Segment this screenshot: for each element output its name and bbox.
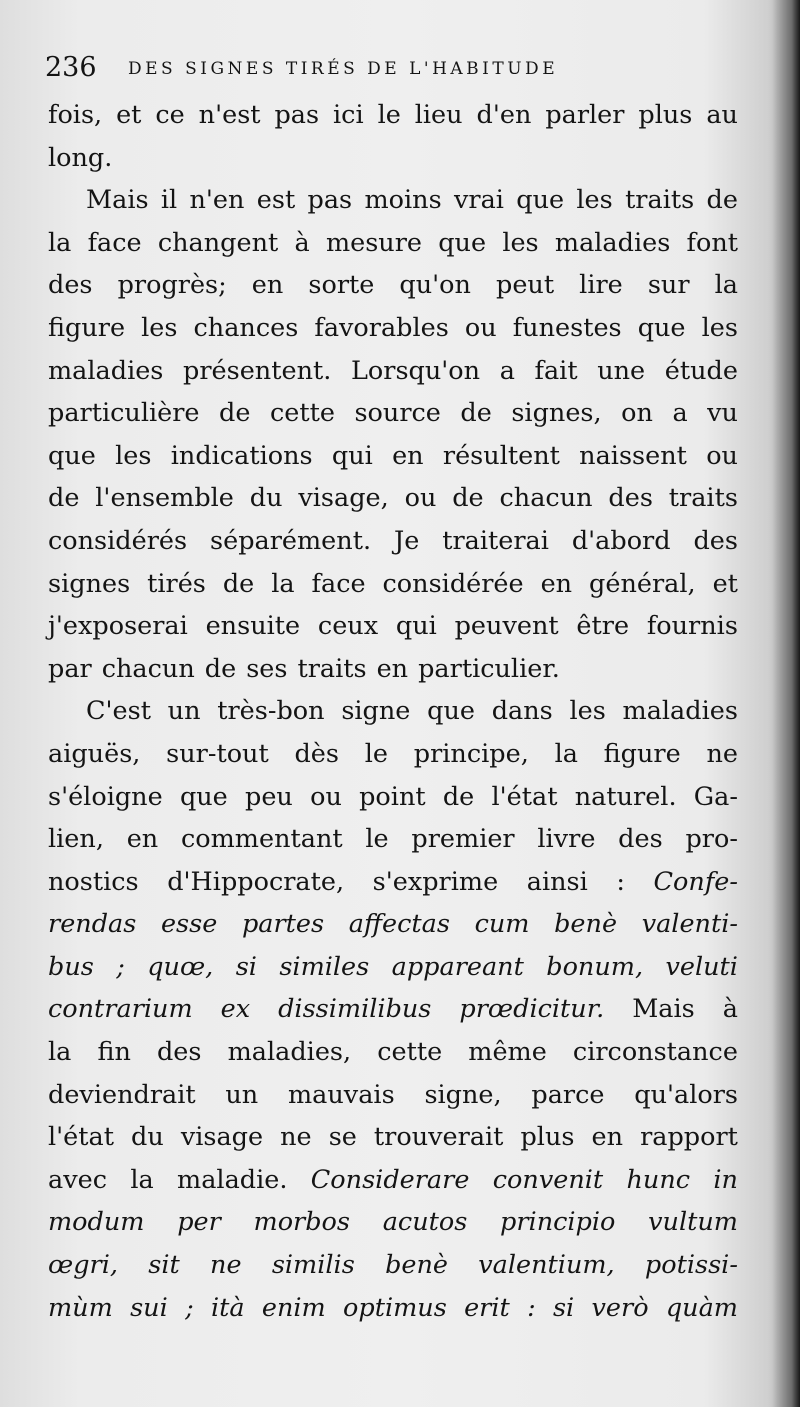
word: appareant xyxy=(391,951,524,982)
word: en xyxy=(540,568,573,599)
page-edge-shadow xyxy=(772,0,800,1407)
word: font xyxy=(686,227,738,258)
word: n'est xyxy=(198,100,261,130)
word: des xyxy=(618,824,663,855)
word: la xyxy=(554,738,578,769)
running-head xyxy=(45,50,725,86)
word: qui xyxy=(395,611,437,642)
word: même xyxy=(468,1037,547,1068)
word: plus xyxy=(520,1122,575,1153)
word: par xyxy=(48,653,92,684)
text-line xyxy=(48,1159,738,1202)
word: les xyxy=(141,312,178,343)
word: principio xyxy=(500,1207,616,1238)
word: au xyxy=(706,100,738,130)
word: que xyxy=(637,312,686,343)
word: de xyxy=(48,483,80,514)
word: quœ, xyxy=(147,951,214,982)
word: progrès; xyxy=(117,270,227,301)
text-line xyxy=(48,94,738,137)
word: de xyxy=(442,781,475,812)
word: dès xyxy=(294,738,339,769)
word: principe, xyxy=(413,738,529,769)
word: on xyxy=(621,398,653,429)
word: chacun xyxy=(101,653,195,684)
word: vultum xyxy=(648,1207,738,1238)
word: trouverait xyxy=(373,1122,504,1153)
text-line xyxy=(48,1287,738,1330)
word: peut xyxy=(496,270,555,301)
word: une xyxy=(597,355,646,386)
word: signes, xyxy=(511,398,602,429)
word: funestes xyxy=(512,312,622,343)
word: ou xyxy=(404,483,437,514)
word: figure xyxy=(48,312,126,343)
word: de xyxy=(706,185,738,216)
word: a xyxy=(499,355,515,386)
word: ainsi xyxy=(526,866,588,897)
word: mùm xyxy=(48,1292,113,1323)
word: les xyxy=(115,440,152,471)
word: ; xyxy=(116,951,125,982)
word: parler xyxy=(545,100,625,130)
word: partes xyxy=(241,909,325,940)
word: si xyxy=(552,1292,575,1323)
text-line xyxy=(48,605,738,648)
word: vrai xyxy=(453,185,504,216)
word: signes xyxy=(48,568,131,599)
word: particulière xyxy=(48,398,200,429)
word: fin xyxy=(97,1037,131,1068)
word: quàm xyxy=(665,1292,738,1323)
text-line xyxy=(48,179,738,222)
word: que xyxy=(438,227,487,258)
text-line xyxy=(48,903,738,946)
word: ses xyxy=(246,653,288,684)
word: peu xyxy=(245,781,293,812)
word: cette xyxy=(377,1037,443,1068)
word: enim xyxy=(261,1292,326,1323)
word: du xyxy=(131,1122,164,1153)
word: j'exposerai xyxy=(48,611,188,642)
word: le xyxy=(377,100,401,130)
word: sui xyxy=(130,1292,168,1323)
word: fois, xyxy=(48,100,103,130)
word: figure xyxy=(603,738,681,769)
word: que xyxy=(516,185,565,216)
word: esse xyxy=(160,909,218,940)
word: rapport xyxy=(640,1122,738,1153)
running-title: DES SIGNES TIRÉS DE L'HABITUDE xyxy=(128,59,559,79)
word: cum xyxy=(474,909,530,940)
word: que xyxy=(427,696,475,727)
word: ex xyxy=(220,994,251,1025)
word: l'état xyxy=(491,781,558,812)
word: pas xyxy=(274,100,320,130)
word: benè xyxy=(554,909,618,940)
word: ici xyxy=(333,100,364,130)
word: vu xyxy=(707,398,738,429)
word: et xyxy=(712,568,738,599)
word: modum xyxy=(48,1207,145,1238)
word: maladies xyxy=(622,696,738,727)
word: indications xyxy=(170,440,313,471)
word: ceux xyxy=(317,611,379,642)
word: : xyxy=(527,1292,536,1323)
word: signe xyxy=(341,696,411,727)
word: valentium, xyxy=(478,1250,615,1281)
word: plus xyxy=(638,100,693,130)
word: la xyxy=(130,1164,154,1195)
word: pas xyxy=(307,185,353,216)
word: ità xyxy=(210,1292,245,1323)
word: dissimilibus xyxy=(278,994,432,1025)
word: mauvais xyxy=(288,1079,395,1110)
word: les xyxy=(701,312,738,343)
word: des xyxy=(693,525,738,556)
word: maladies xyxy=(48,355,164,386)
word: convenit xyxy=(492,1164,604,1195)
word: le xyxy=(365,824,389,855)
word: les xyxy=(569,696,606,727)
word: l'état xyxy=(48,1122,114,1153)
word: chances xyxy=(193,312,299,343)
word: changent xyxy=(157,227,279,258)
word: lieu xyxy=(414,100,463,130)
word: Je xyxy=(393,525,420,556)
word: le xyxy=(364,738,388,769)
word: ou xyxy=(464,312,497,343)
word: un xyxy=(167,696,201,727)
word: circonstance xyxy=(572,1037,738,1068)
word: n'en xyxy=(189,185,245,216)
text-line xyxy=(48,1116,738,1159)
word: naissent xyxy=(579,440,687,471)
text-line xyxy=(48,392,738,435)
text-line xyxy=(48,137,738,180)
word: particulier. xyxy=(418,653,560,684)
word: peuvent xyxy=(454,611,559,642)
word: cette xyxy=(269,398,335,429)
word: d'Hippocrate, xyxy=(167,866,345,897)
word: Ga- xyxy=(693,781,738,812)
word: Confe- xyxy=(653,866,738,897)
word: général, xyxy=(589,568,696,599)
word: se xyxy=(328,1122,357,1153)
text-line xyxy=(48,520,738,563)
text-line xyxy=(48,776,738,819)
word: la xyxy=(714,270,738,301)
text-line xyxy=(48,1201,738,1244)
body-text xyxy=(48,94,738,1329)
word: en xyxy=(126,824,159,855)
word: lien, xyxy=(48,824,104,855)
word: verò xyxy=(591,1292,649,1323)
word: les xyxy=(502,227,539,258)
word: ce xyxy=(155,100,185,130)
word: l'ensemble xyxy=(95,483,234,514)
word: en xyxy=(591,1122,624,1153)
word: la xyxy=(48,227,72,258)
word: que xyxy=(48,440,96,471)
word: Mais xyxy=(632,994,695,1025)
word: optimus xyxy=(343,1292,447,1323)
word: prœdicitur. xyxy=(459,994,605,1025)
word: C'est xyxy=(86,696,151,727)
text-line xyxy=(48,350,738,393)
word: de xyxy=(452,483,484,514)
word: maladies, xyxy=(227,1037,352,1068)
word: nostics xyxy=(48,866,139,897)
word: qui xyxy=(331,440,373,471)
word: et xyxy=(116,100,142,130)
word: ne xyxy=(706,738,738,769)
word: ; xyxy=(185,1292,194,1323)
text-line xyxy=(48,1074,738,1117)
word: in xyxy=(713,1164,738,1195)
word: commentant xyxy=(180,824,343,855)
word: tirés xyxy=(147,568,206,599)
word: très-bon xyxy=(217,696,325,727)
word: des xyxy=(156,1037,202,1068)
word: source xyxy=(354,398,441,429)
word: résultent xyxy=(442,440,560,471)
word: visage, xyxy=(298,483,389,514)
text-line xyxy=(48,435,738,478)
word: point xyxy=(359,781,426,812)
word: Mais xyxy=(86,185,149,216)
text-line xyxy=(48,818,738,861)
word: ou xyxy=(706,440,738,471)
word: est xyxy=(256,185,296,216)
text-line xyxy=(48,861,738,904)
word: séparément. xyxy=(210,525,372,556)
word: de xyxy=(204,653,237,684)
word: si xyxy=(235,951,257,982)
word: ne xyxy=(280,1122,312,1153)
word: fait xyxy=(534,355,578,386)
word: hunc xyxy=(626,1164,691,1195)
word: ensuite xyxy=(205,611,301,642)
word: que xyxy=(179,781,228,812)
text-line xyxy=(48,690,738,733)
text-line xyxy=(48,946,738,989)
text-line xyxy=(48,477,738,520)
word: morbos xyxy=(253,1207,350,1238)
word: fournis xyxy=(646,611,738,642)
word: premier xyxy=(411,824,515,855)
word: de xyxy=(222,568,255,599)
word: traits xyxy=(668,483,738,514)
word: en xyxy=(376,653,409,684)
text-line xyxy=(48,222,738,265)
word: des xyxy=(48,270,93,301)
word: à xyxy=(722,994,738,1025)
word: pro- xyxy=(685,824,738,855)
word: traiterai xyxy=(442,525,549,556)
word: acutos xyxy=(382,1207,468,1238)
word: à xyxy=(294,227,310,258)
word: sur-tout xyxy=(166,738,269,769)
word: en xyxy=(392,440,424,471)
word: qu'alors xyxy=(634,1079,738,1110)
word: qu'on xyxy=(399,270,471,301)
word: visage xyxy=(180,1122,264,1153)
word: bus xyxy=(48,951,94,982)
word: d'en xyxy=(476,100,532,130)
word: affectas xyxy=(348,909,450,940)
word: traits xyxy=(297,653,367,684)
word: sur xyxy=(647,270,690,301)
word: moins xyxy=(364,185,442,216)
text-line xyxy=(48,648,738,691)
word: des xyxy=(608,483,653,514)
word: potissi- xyxy=(644,1250,738,1281)
word: les xyxy=(576,185,613,216)
word: favorables xyxy=(314,312,449,343)
text-line xyxy=(48,264,738,307)
word: la xyxy=(48,1037,72,1068)
text-line xyxy=(48,563,738,606)
word: mesure xyxy=(325,227,422,258)
word: veluti xyxy=(665,951,738,982)
text-line xyxy=(48,988,738,1031)
word: de xyxy=(460,398,492,429)
text-line xyxy=(48,733,738,776)
word: sorte xyxy=(308,270,375,301)
word: lire xyxy=(579,270,623,301)
text-line xyxy=(48,1031,738,1074)
word: aiguës, xyxy=(48,738,141,769)
word: Considerare xyxy=(310,1164,470,1195)
word: benè xyxy=(385,1250,448,1281)
word: être xyxy=(576,611,630,642)
word: s'exprime xyxy=(372,866,499,897)
word: étude xyxy=(664,355,738,386)
word: contrarium xyxy=(48,994,193,1025)
word: considérée xyxy=(382,568,524,599)
word: naturel. xyxy=(574,781,677,812)
word: œgri, xyxy=(48,1250,118,1281)
page-number: 236 xyxy=(45,52,97,83)
word: traits xyxy=(625,185,695,216)
word: similes xyxy=(279,951,370,982)
word: maladies xyxy=(554,227,671,258)
word: d'abord xyxy=(571,525,671,556)
text-line xyxy=(48,1244,738,1287)
word: valenti- xyxy=(641,909,738,940)
word: rendas xyxy=(48,909,137,940)
word: maladie. xyxy=(177,1164,288,1195)
word: long. xyxy=(48,142,113,173)
word: : xyxy=(616,866,625,897)
word: ne xyxy=(210,1250,242,1281)
word: avec xyxy=(48,1164,107,1195)
word: a xyxy=(672,398,688,429)
word: s'éloigne xyxy=(48,781,163,812)
word: il xyxy=(160,185,178,216)
word: ou xyxy=(310,781,342,812)
word: dans xyxy=(491,696,553,727)
word: signe, xyxy=(424,1079,502,1110)
word: la xyxy=(271,568,295,599)
word: en xyxy=(251,270,284,301)
word: livre xyxy=(537,824,596,855)
word: deviendrait xyxy=(48,1079,196,1110)
text-line xyxy=(48,307,738,350)
word: bonum, xyxy=(546,951,644,982)
word: Lorsqu'on xyxy=(350,355,481,386)
word: face xyxy=(311,568,366,599)
word: parce xyxy=(531,1079,605,1110)
word: erit xyxy=(464,1292,510,1323)
word: du xyxy=(249,483,283,514)
word: face xyxy=(87,227,142,258)
word: considérés xyxy=(48,525,188,556)
word: chacun xyxy=(499,483,593,514)
word: présentent. xyxy=(183,355,332,386)
word: similis xyxy=(271,1250,355,1281)
word: un xyxy=(225,1079,259,1110)
word: sit xyxy=(148,1250,180,1281)
word: per xyxy=(177,1207,221,1238)
word: de xyxy=(219,398,251,429)
